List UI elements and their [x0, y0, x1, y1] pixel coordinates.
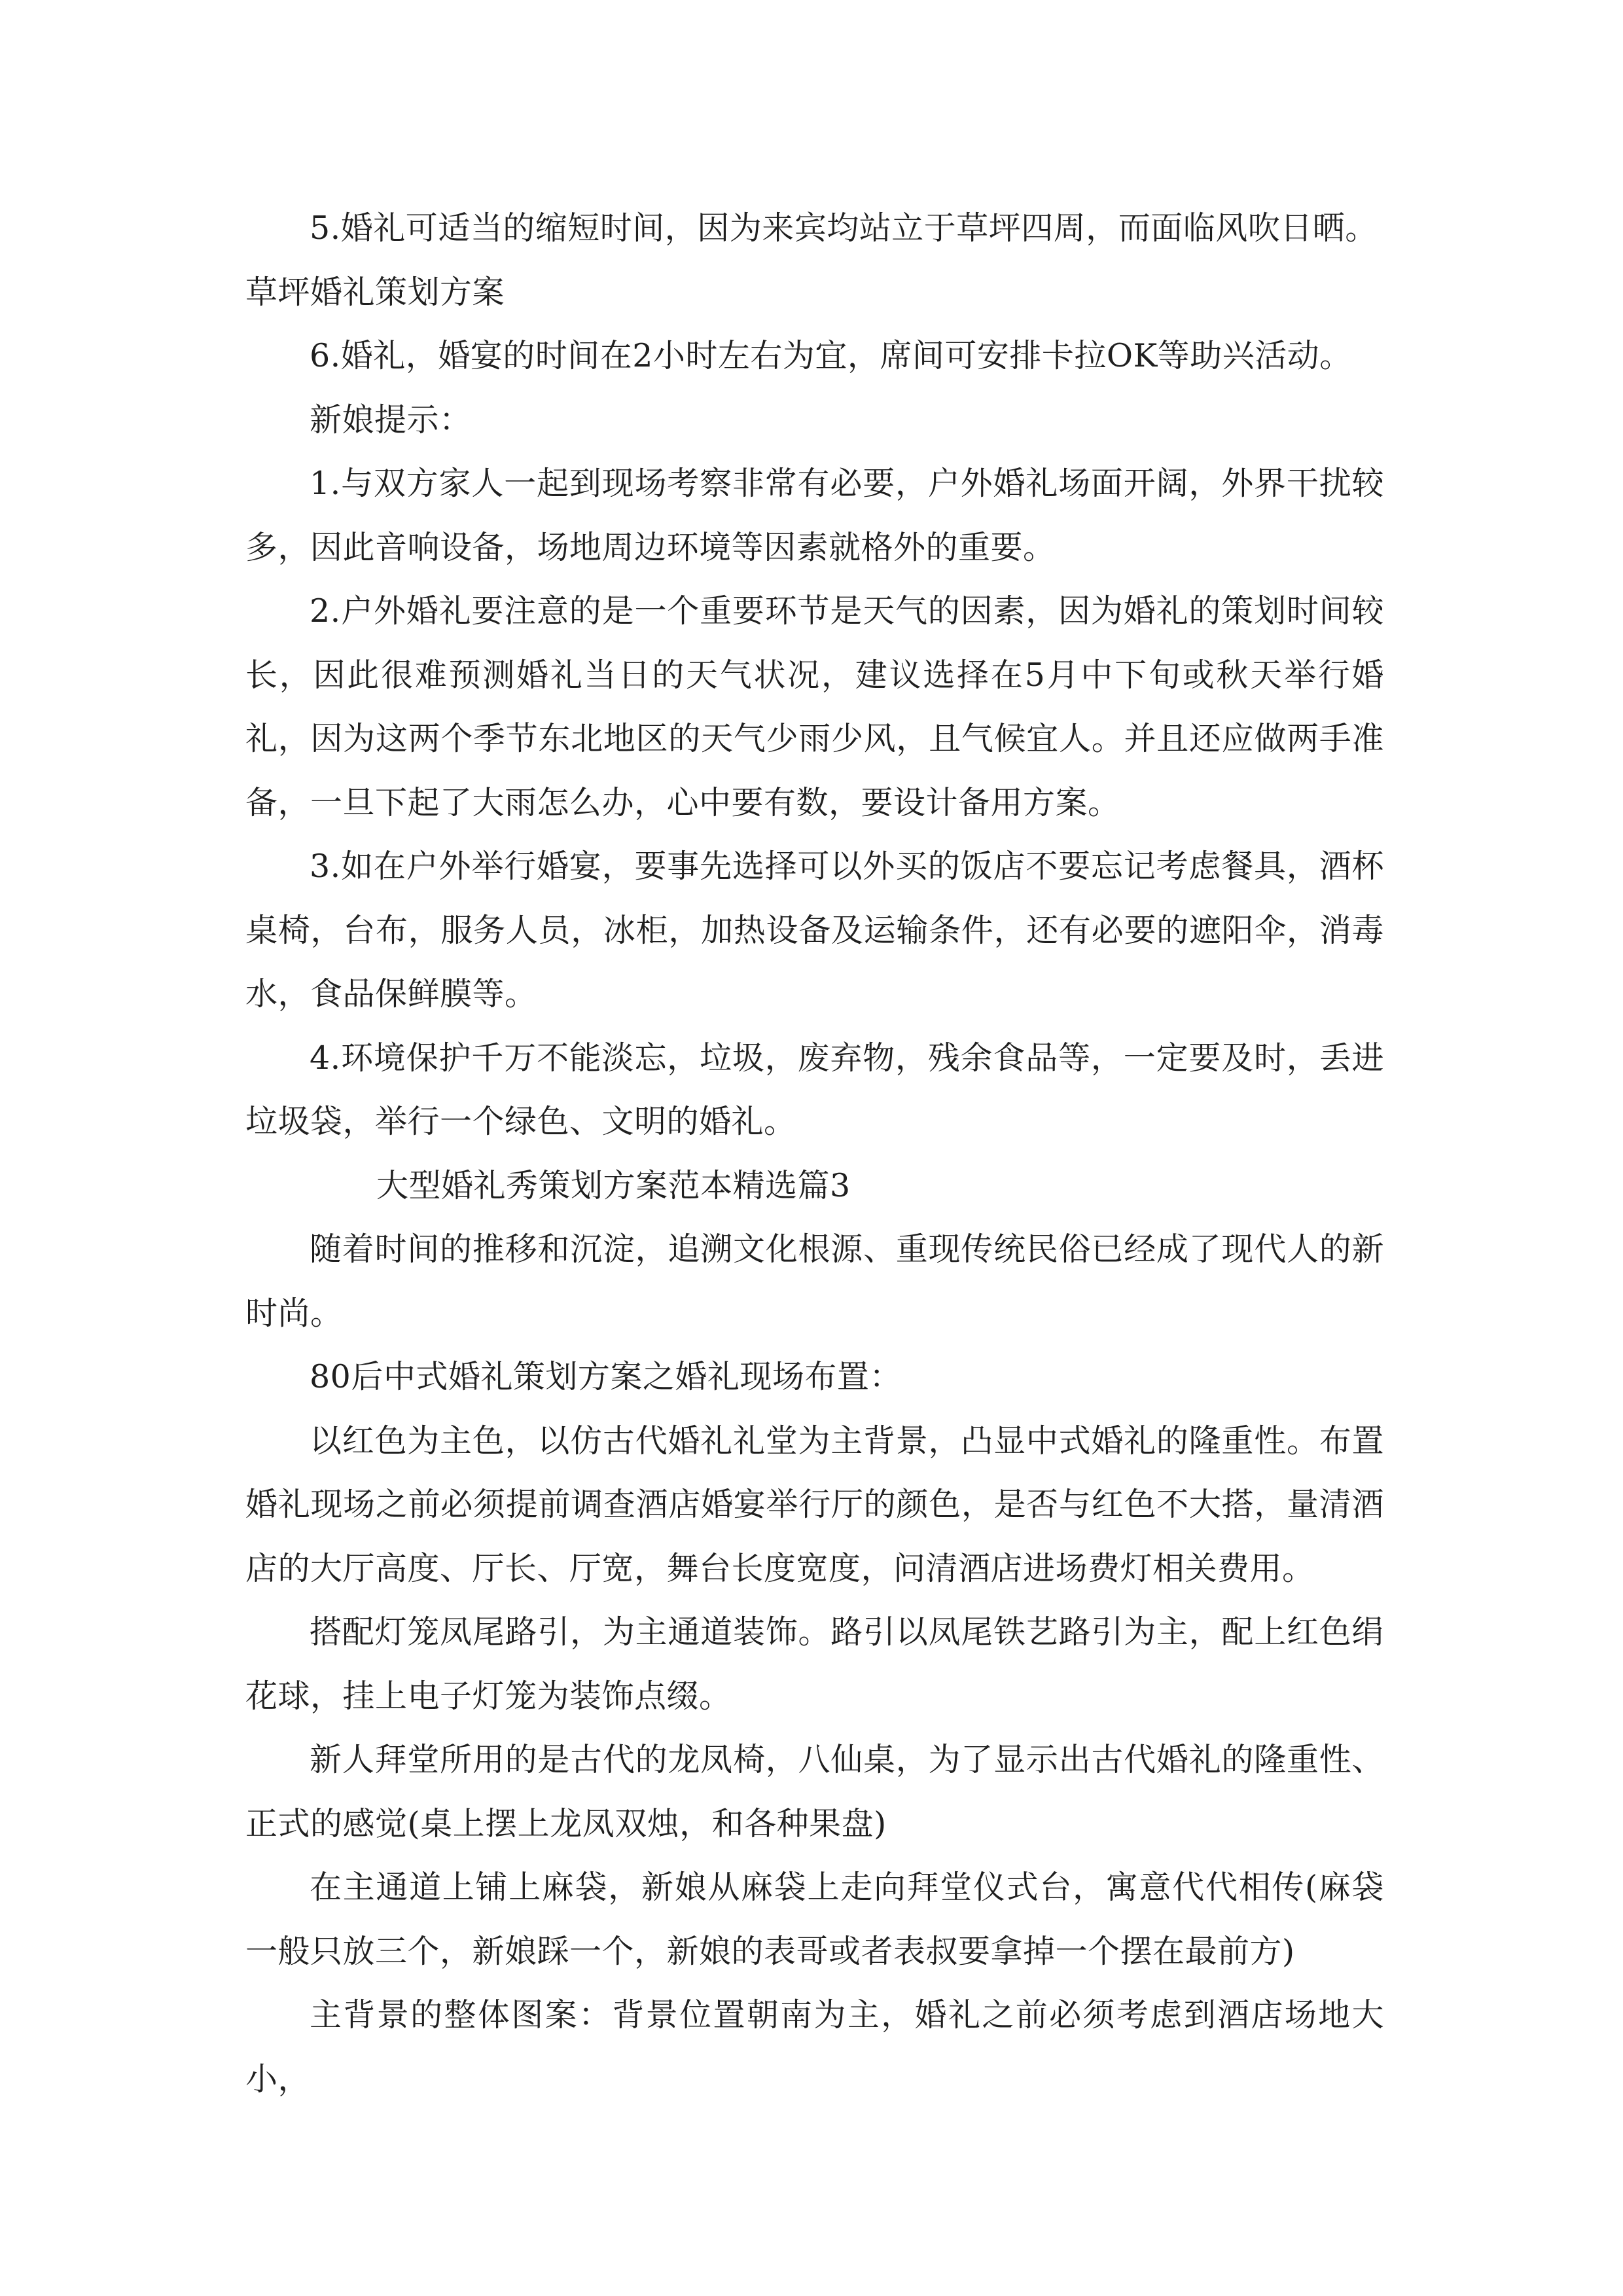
paragraph-venue-layout-label: 80后中式婚礼策划方案之婚礼现场布置：	[310, 1358, 902, 1395]
paragraph-red-theme: 以红色为主色，以仿古代婚礼礼堂为主背景，凸显中式婚礼的隆重性。布置婚礼现场之前必须提前调查酒店婚宴举行厅的颜色，是否与红色不大搭，量清酒店的大厅高度、厅长、厅宽，舞台长度宽度，问清酒店进场费灯相关费用。	[245, 1422, 1384, 1587]
paragraph-lantern-aisle: 搭配灯笼凤尾路引，为主通道装饰。路引以凤尾铁艺路引为主，配上红色绢花球，挂上电子灯笼为装饰点缀。	[245, 1613, 1384, 1715]
paragraph-lawn-plan-title: 草坪婚礼策划方案	[245, 273, 505, 311]
paragraph-tip-2: 2.户外婚礼要注意的是一个重要环节是天气的因素，因为婚礼的策划时间较长，因此很难预测婚礼当日的天气状况，建议选择在5月中下旬或秋天举行婚礼，因为这两个季节东北地区的天气少雨少风，且气候宜人。并且还应做两手准备，一旦下起了大雨怎么办，心中要有数，要设计备用方案。	[245, 592, 1384, 821]
paragraph-tip-4: 4.环境保护千万不能淡忘，垃圾，废弃物，残余食品等，一定要及时，丢进垃圾袋，举行一个绿色、文明的婚礼。	[245, 1039, 1384, 1140]
paragraph-item-6: 6.婚礼，婚宴的时间在2小时左右为宜，席间可安排卡拉OK等助兴活动。	[310, 337, 1352, 374]
document-body	[245, 196, 1384, 2111]
paragraph-intro: 随着时间的推移和沉淀，追溯文化根源、重现传统民俗已经成了现代人的新时尚。	[245, 1230, 1384, 1332]
paragraph-bride-tips-label: 新娘提示：	[310, 401, 472, 439]
paragraph-sack-walkway: 在主通道上铺上麻袋，新娘从麻袋上走向拜堂仪式台，寓意代代相传(麻袋一般只放三个，新娘踩一个，新娘的表哥或者表叔要拿掉一个摆在最前方)	[245, 1869, 1384, 1970]
paragraph-backdrop: 主背景的整体图案：背景位置朝南为主，婚礼之前必须考虑到酒店场地大小，	[245, 1996, 1384, 2098]
section-heading: 大型婚礼秀策划方案范本精选篇3	[376, 1166, 851, 1204]
paragraph-tip-3: 3.如在户外举行婚宴，要事先选择可以外买的饭店不要忘记考虑餐具，酒杯桌椅，台布，服务人员，冰柜，加热设备及运输条件，还有必要的遮阳伞，消毒水，食品保鲜膜等。	[245, 848, 1384, 1013]
paragraph-tip-1: 1.与双方家人一起到现场考察非常有必要，户外婚礼场面开阔，外界干扰较多，因此音响设备，场地周边环境等因素就格外的重要。	[245, 465, 1384, 566]
paragraph-dragon-phoenix-chairs: 新人拜堂所用的是古代的龙凤椅，八仙桌，为了显示出古代婚礼的隆重性、正式的感觉(桌上摆上龙凤双烛，和各种果盘)	[245, 1741, 1384, 1842]
paragraph-item-5: 5.婚礼可适当的缩短时间，因为来宾均站立于草坪四周，而面临风吹日晒。	[310, 209, 1378, 247]
